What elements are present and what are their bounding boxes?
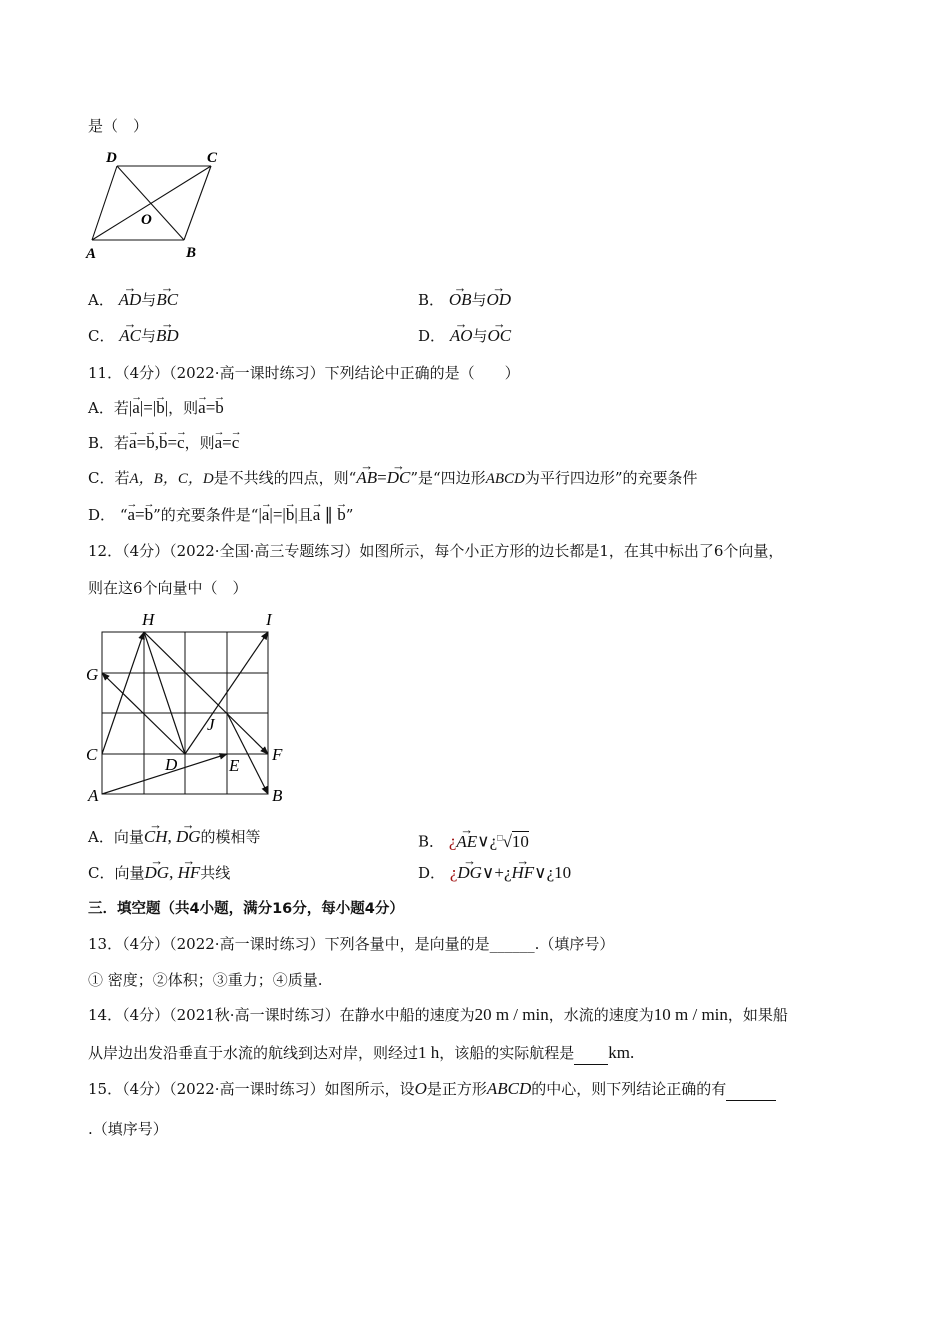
label-d12: D xyxy=(165,755,178,774)
q11-option-d[interactable]: D． “→ a=→ b”的充要条件是“|→ a|=|→ b|且→ a ∥ → b” xyxy=(88,504,353,526)
q10-option-c[interactable]: C． → AC与→ BD xyxy=(88,325,179,347)
label-j: J xyxy=(207,715,215,734)
label-i: I xyxy=(266,610,272,629)
q15-line1: 15．（4分）（2022·高一课时练习）如图所示，设O是正方形ABCD的中心，则下列结论正确的有 xyxy=(88,1078,776,1101)
q12-option-a[interactable]: A．向量→ CH, → DG的模相等 xyxy=(88,826,261,848)
q11-option-b[interactable]: B．若→ a=→ b,→ b=→ c，则→ a=→ c xyxy=(88,432,239,454)
q11-option-a[interactable]: A．若|→ a|=|→ b|，则→ a=→ b xyxy=(88,397,224,419)
label-e: E xyxy=(229,756,240,775)
q14-line2: 从岸边出发沿垂直于水流的航线到达对岸，则经过1 h，该船的实际航程是 km. xyxy=(88,1042,634,1065)
edge-da xyxy=(92,166,117,240)
q11-option-c[interactable]: C．若A，B，C，D是不共线的四点，则“→ AB=→ DC”是“四边形ABCD为平行四边形”的充要条件 xyxy=(88,467,698,490)
label-c: C xyxy=(207,150,218,166)
grid-lines xyxy=(102,632,268,794)
section-3-title: 三．填空题（共4小题，满分16分，每小题4分） xyxy=(88,901,404,917)
q10-option-b[interactable]: B． → OB与→ OD xyxy=(418,289,511,311)
q12-stem-line1: 12．（4分）（2022·全国·高三专题练习）如图所示，每个小正方形的边长都是1，在其中标出了6个向量， xyxy=(88,542,784,560)
q12-option-b[interactable]: B． ¿→ AE∨¿□√10 xyxy=(418,826,529,853)
q14-line1: 14．（4分）（2021秋·高一课时练习）在静水中船的速度为20 m / min，水流的速度为10 m / min，如果船 xyxy=(88,1005,788,1024)
q14-answer-blank[interactable] xyxy=(574,1042,608,1065)
label-o: O xyxy=(141,212,152,228)
label-d: D xyxy=(106,150,117,166)
label-b: B xyxy=(186,245,197,261)
q12-option-d[interactable]: D． ¿→ DG∨+¿→ HF∨¿10 xyxy=(418,862,571,884)
label-g: G xyxy=(86,665,99,684)
label-f: F xyxy=(272,745,283,764)
q10-option-a[interactable]: A． → AD与→ BC xyxy=(88,289,178,311)
label-h: H xyxy=(142,610,155,629)
q11-stem: 11．（4分）（2022·高一课时练习）下列结论中正确的是（ ） xyxy=(88,364,520,382)
q12-option-c[interactable]: C．向量→ DG, → HF共线 xyxy=(88,862,230,884)
q15-answer-blank[interactable] xyxy=(726,1078,776,1101)
vector-hf xyxy=(144,632,268,754)
diagonal-bd xyxy=(117,166,184,240)
diagonal-ac xyxy=(92,166,211,240)
label-c12: C xyxy=(86,745,98,764)
label-b12: B xyxy=(272,786,283,805)
parallelogram-figure xyxy=(84,148,234,263)
q15-line2: .（填序号） xyxy=(88,1120,168,1138)
q13-items: ① 密度；②体积；③重力；④质量. xyxy=(88,971,323,989)
grid-vector-figure xyxy=(80,608,295,808)
edge-bc xyxy=(184,166,211,240)
q10-option-d[interactable]: D． → AO与→ OC xyxy=(418,325,511,347)
q12-stem-line2: 则在这6个向量中（ ） xyxy=(88,579,248,597)
q10-stem-tail: 是（ ） xyxy=(88,117,149,135)
label-a: A xyxy=(86,246,97,262)
q13-stem: 13．（4分）（2022·高一课时练习）下列各量中，是向量的是______.（填序号） xyxy=(88,935,615,953)
segment-hd xyxy=(144,632,185,754)
label-a12: A xyxy=(88,786,99,805)
